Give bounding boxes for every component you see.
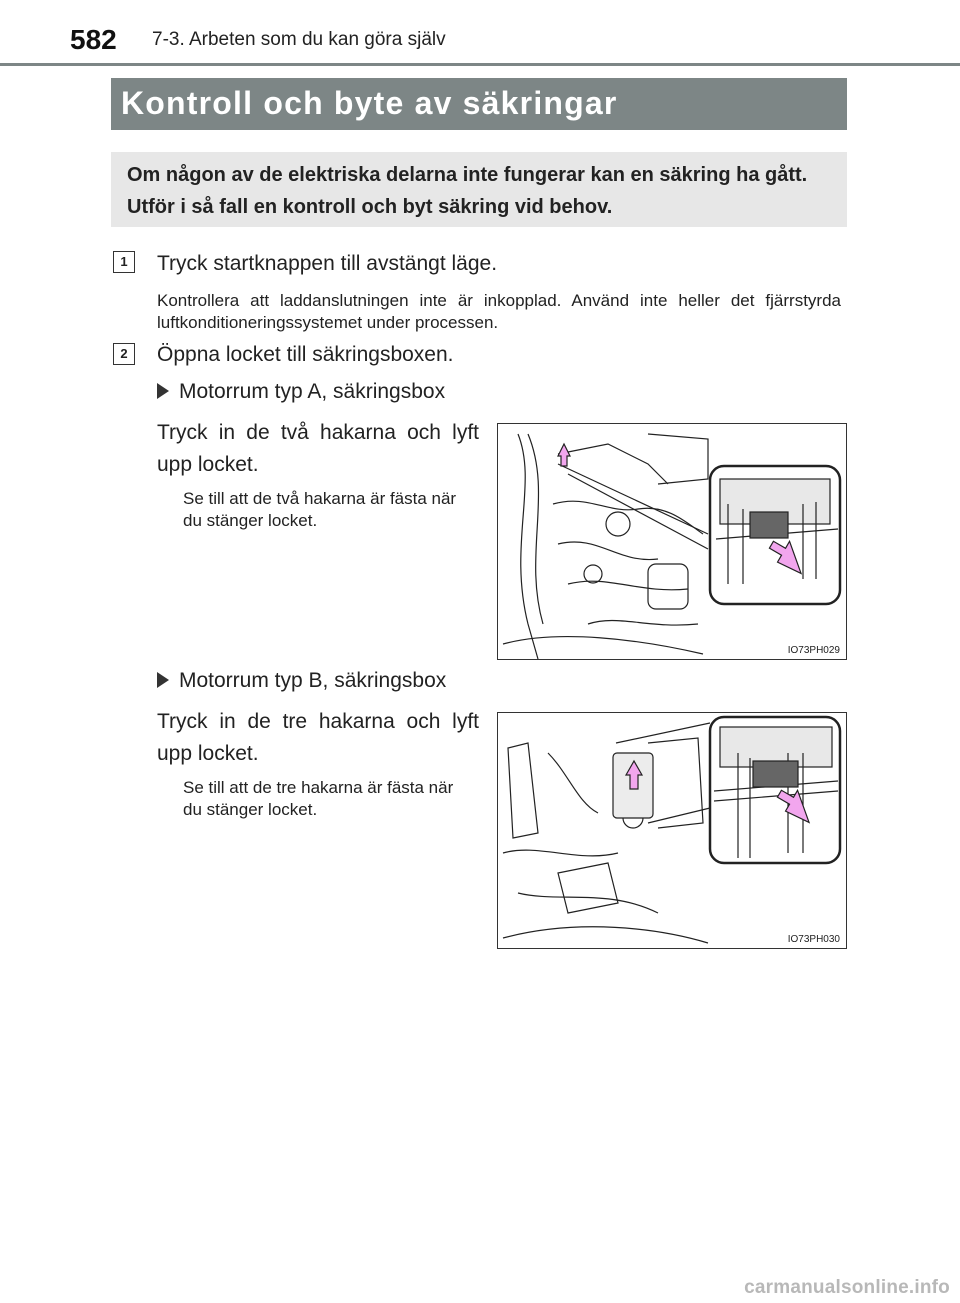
intro-text: Om någon av de elektriska delarna inte fungerar kan en säkring ha gått. Utför i så fall en kontroll och byt säkring vid behov.: [127, 164, 808, 218]
engine-fusebox-b-illustration: [498, 713, 846, 948]
arrow-up-icon: [558, 444, 570, 466]
subsection-b-note: Se till att de tre hakarna är fästa när du stänger locket.: [183, 778, 454, 819]
subsection-b-instruction: Tryck in de tre hakarna och lyft upp locket.: [157, 710, 479, 765]
triangle-bullet-icon: [157, 672, 169, 688]
figure-id-a: IO73PH029: [787, 645, 840, 656]
engine-fusebox-a-illustration: [498, 424, 846, 659]
step-1-title: Tryck startknappen till avstängt läge.: [157, 252, 498, 275]
section-header: 7-3. Arbeten som du kan göra själv: [152, 29, 446, 50]
page-title-bar: [111, 78, 847, 130]
latch-clip: [753, 761, 798, 787]
header-divider: [0, 63, 960, 66]
page-number: 582: [70, 24, 117, 55]
figure-engine-fusebox-b: [497, 712, 847, 949]
figure-id-b: IO73PH030: [787, 934, 840, 945]
step-1-badge: 1: [113, 251, 135, 273]
step-1-note: Kontrollera att laddanslutningen inte är inkopplad. Använd inte heller det fjärrstyrda luftkonditioneringssystemet under processen.: [157, 291, 841, 332]
step-2-badge: 2: [113, 343, 135, 365]
step-2-title: Öppna locket till säkringsboxen.: [157, 343, 454, 366]
watermark: carmanualsonline.info: [744, 1277, 950, 1298]
subsection-a-heading: Motorrum typ A, säkringsbox: [157, 380, 445, 404]
subsection-b-heading: Motorrum typ B, säkringsbox: [157, 669, 446, 693]
figure-engine-fusebox-a: [497, 423, 847, 660]
intro-box: [111, 152, 847, 227]
subsection-a-note: Se till att de två hakarna är fästa när du stänger locket.: [183, 489, 457, 530]
subsection-a-instruction: Tryck in de två hakarna och lyft upp locket.: [157, 421, 479, 476]
triangle-bullet-icon: [157, 383, 169, 399]
latch-clip: [750, 512, 788, 538]
page-title: Kontroll och byte av säkringar: [121, 85, 618, 121]
